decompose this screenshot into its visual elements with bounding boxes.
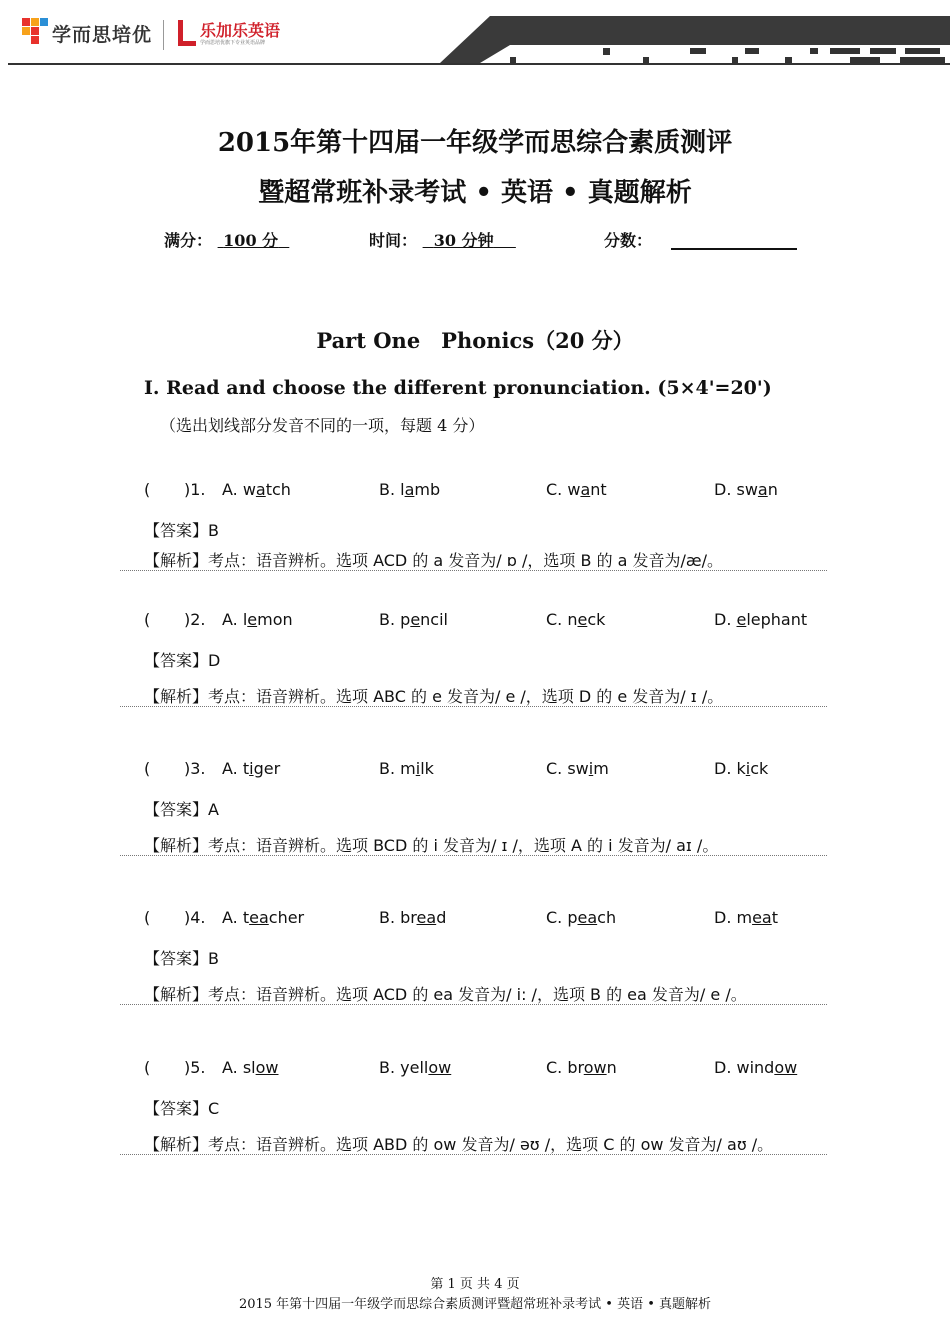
option-b: B. milk [379, 759, 434, 778]
dotted-divider [120, 1004, 827, 1005]
dotted-divider [120, 706, 827, 707]
xueersi-logo-text: 学而思培优 [52, 23, 153, 46]
option-a: A. teacher [222, 908, 305, 927]
answer-bracket[interactable]: ( [144, 908, 151, 927]
page-title-line1: 2015年第十四届一年级学而思综合素质测评 [217, 128, 733, 158]
option-a: A. lemon [222, 610, 293, 629]
score-field [604, 228, 652, 251]
full-score-label: 满分： [164, 231, 213, 250]
explanation-text: 【解析】考点：语音辨析。选项 BCD 的 i 发音为/ ɪ /，选项 A 的 i 发音为/ aɪ /。 [144, 836, 719, 855]
underlined-letters: ow [583, 1058, 607, 1077]
answer-bracket[interactable]: ( [144, 610, 151, 629]
underlined-letters: e [577, 610, 588, 629]
section-heading: I. Read and choose the different pronunciation. (5×4'=20') [144, 377, 772, 399]
answer-text: 【答案】B [144, 949, 219, 968]
page-number: 第 1 页 共 4 页 [430, 1277, 520, 1292]
underlined-letters: e [247, 610, 258, 629]
time-value: 30 分钟 [433, 231, 494, 250]
underlined-letters: ow [774, 1058, 798, 1077]
option-c: C. want [546, 480, 607, 499]
underlined-letters: ea [752, 908, 772, 927]
time-limit [369, 228, 516, 251]
score-label: 分数： [604, 231, 653, 250]
explanation-text: 【解析】考点：语音辨析。选项 ACD 的 a 发音为/ ɒ /，选项 B 的 a 发音为/æ/。 [144, 551, 724, 570]
answer-text: 【答案】D [144, 651, 221, 670]
answer-bracket[interactable]: ( [144, 480, 151, 499]
answer-bracket[interactable]: ( [144, 1058, 151, 1077]
answer-text: 【答案】C [144, 1099, 220, 1118]
option-c: C. peach [546, 908, 617, 927]
question-row [0, 908, 950, 932]
underlined-letters: i [415, 759, 421, 778]
underlined-letters: a [404, 480, 415, 499]
question-number: )4. [184, 908, 206, 927]
header-rule [8, 63, 950, 65]
question-number: )2. [184, 610, 206, 629]
explanation-text: 【解析】考点：语音辨析。选项 ACD 的 ea 发音为/ i: /，选项 B 的 ea 发音为/ e /。 [144, 985, 747, 1004]
option-d: D. window [714, 1058, 798, 1077]
option-a: A. slow [222, 1058, 279, 1077]
explanation-text: 【解析】考点：语音辨析。选项 ABD 的 ow 发音为/ əʊ /，选项 C 的 ow 发音为/ aʊ /。 [144, 1135, 774, 1154]
answer-bracket[interactable]: ( [144, 759, 151, 778]
explanation-text: 【解析】考点：语音辨析。选项 ABC 的 e 发音为/ e /，选项 D 的 e 发音为/ ɪ /。 [144, 687, 724, 706]
option-c: C. neck [546, 610, 606, 629]
underlined-letters: ea [416, 908, 437, 927]
underlined-letters: e [410, 610, 421, 629]
full-score [164, 228, 289, 251]
option-d: D. swan [714, 480, 778, 499]
dotted-divider [120, 855, 827, 856]
section-instruction: （选出划线部分发音不同的一项，每题 4 分） [160, 416, 485, 435]
underlined-letters: ea [577, 908, 598, 927]
option-d: D. kick [714, 759, 769, 778]
underlined-letters: a [757, 480, 768, 499]
option-d: D. meat [714, 908, 779, 927]
option-b: B. lamb [379, 480, 441, 499]
underlined-letters: e [736, 610, 747, 629]
underlined-letters: i [249, 759, 254, 778]
question-row [0, 480, 950, 504]
time-label: 时间： [369, 231, 418, 250]
question-number: )1. [184, 480, 206, 499]
header-banner-shape [0, 0, 950, 70]
answer-text: 【答案】A [144, 800, 219, 819]
part-heading: Part One Phonics（20 分） [316, 328, 634, 353]
option-c: C. brown [546, 1058, 617, 1077]
score-blank-line[interactable] [671, 248, 797, 250]
underlined-letters: a [580, 480, 591, 499]
option-d: D. elephant [714, 610, 808, 629]
underlined-letters: a [255, 480, 266, 499]
underlined-letters: ea [249, 908, 269, 927]
underlined-letters: ow [428, 1058, 452, 1077]
question-row [0, 610, 950, 634]
answer-text: 【答案】B [144, 521, 219, 540]
question-row [0, 1058, 950, 1082]
option-b: B. pencil [379, 610, 448, 629]
dotted-divider [120, 1154, 827, 1155]
option-a: A. tiger [222, 759, 281, 778]
page-header [0, 0, 950, 70]
option-b: B. yellow [379, 1058, 452, 1077]
underlined-letters: ow [255, 1058, 279, 1077]
full-score-value: 100 分 [223, 231, 279, 250]
lejiale-logo-subtext: 学而思培优旗下专业英语品牌 [200, 40, 266, 46]
lejiale-logo-text: 乐加乐英语 [200, 21, 281, 40]
footer-title: 2015 年第十四届一年级学而思综合素质测评暨超常班补录考试 • 英语 • 真题解析 [238, 1297, 712, 1312]
underlined-letters: i [745, 759, 751, 778]
option-a: A. watch [222, 480, 291, 499]
question-number: )5. [184, 1058, 206, 1077]
question-number: )3. [184, 759, 206, 778]
option-c: C. swim [546, 759, 609, 778]
dotted-divider [120, 570, 827, 571]
page-title-line2: 暨超常班补录考试 • 英语 • 真题解析 [258, 178, 692, 208]
option-b: B. bread [379, 908, 447, 927]
underlined-letters: i [588, 759, 594, 778]
question-row [0, 759, 950, 783]
